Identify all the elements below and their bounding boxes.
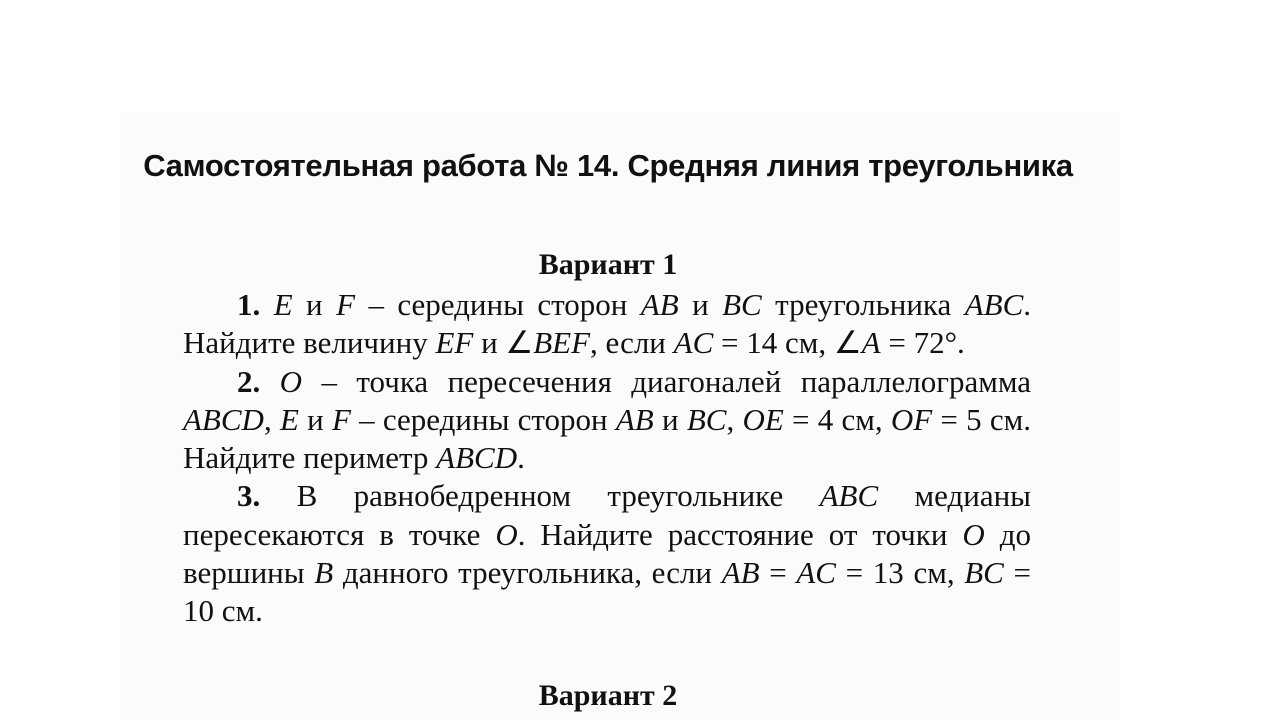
problem-3-number: 3. [237,478,261,514]
variant-2-heading: Вариант 2 [538,679,678,712]
problems-list [183,286,1031,631]
problem-2-number: 2. [237,363,261,399]
problem-1-text: E и F – середины сторон AB и BC треугольника ABC. Найдите величину EF и ∠BEF, если AC = 14 см, ∠A = 72°. [183,287,1032,361]
problem-3-text: В равнобедренном треугольнике ABC медианы пересекаются в точке O. Найдите расстояние от точки O до вершины B данного треугольника, если AB = AC = 13 см, BC = 10 см. [183,478,1032,629]
problem-3 [183,477,1031,630]
problem-2 [183,363,1031,478]
problem-2-text: O – точка пересечения диагоналей параллелограмма ABCD, E и F – середины сторон AB и BC, OE = 4 см, OF = 5 см. Найдите периметр ABCD. [183,363,1032,476]
problem-1-number: 1. [237,287,261,322]
document-title: Самостоятельная работа № 14. Средняя линия треугольника [143,148,1073,183]
problem-1 [183,286,1031,363]
variant-1-heading: Вариант 1 [538,248,678,281]
